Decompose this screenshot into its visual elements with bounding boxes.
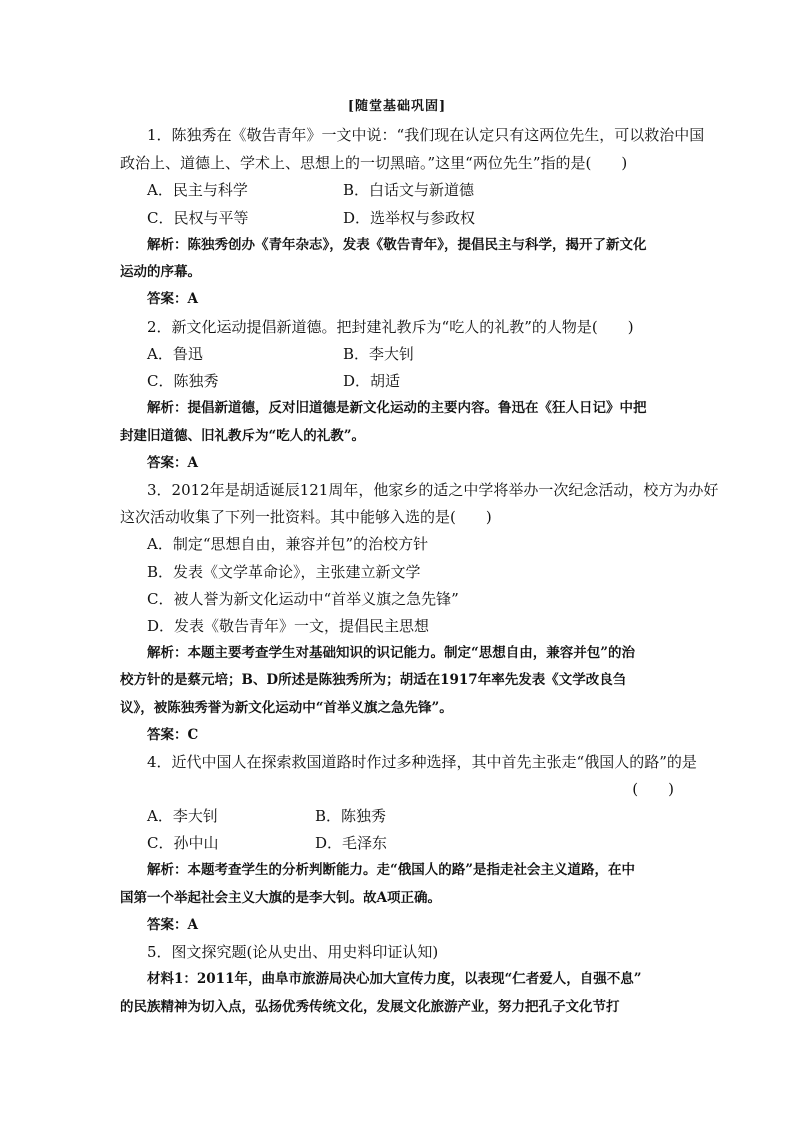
q3-analysis-line2: 校方针的是蔡元培；B、D所述是陈独秀所为；胡适在1917年率先发表《文学改良刍 — [120, 672, 627, 688]
q4-option-c: C．孙中山 — [147, 834, 219, 852]
q3-analysis-line1: 解析：本题主要考查学生对基础知识的识记能力。制定“思想自由，兼容并包”的治 — [147, 645, 636, 661]
q2-stem-line1: 2．新文化运动提倡新道德。把封建礼教斥为“吃人的礼教”的人物是( ) — [147, 318, 634, 336]
q3-option-a: A．制定“思想自由，兼容并包”的治校方针 — [147, 535, 429, 553]
q2-option-c: C．陈独秀 — [147, 372, 219, 390]
q5-stem-line1: 5．图文探究题(论从史出、用史料印证认知) — [147, 943, 439, 961]
q4-answer: 答案：A — [147, 917, 198, 933]
q4-answer-blank: ( ) — [632, 780, 674, 798]
q1-analysis-line2: 运动的序幕。 — [120, 264, 201, 280]
q2-option-d: D．胡适 — [343, 372, 401, 390]
q1-option-d: D．选举权与参政权 — [343, 209, 476, 227]
q3-option-d: D．发表《敬告青年》一文，提倡民主思想 — [147, 617, 430, 635]
q2-answer: 答案：A — [147, 455, 198, 471]
q4-analysis-line2: 国第一个举起社会主义大旗的是李大钊。故A项正确。 — [120, 890, 441, 906]
q1-analysis-line1: 解析：陈独秀创办《青年杂志》，发表《敬告青年》，提倡民主与科学，揭开了新文化 — [147, 237, 647, 253]
q3-analysis-line3: 议》，被陈独秀誉为新文化运动中“首举义旗之急先锋”。 — [120, 700, 453, 716]
q5-material1-line1: 材料1：2011年，曲阜市旅游局决心加大宣传力度，以表现“仁者爱人，自强不息” — [147, 971, 642, 987]
q3-stem-line1: 3．2012年是胡适诞辰121周年，他家乡的适之中学将举办一次纪念活动，校方为办好 — [147, 481, 719, 499]
q4-stem-line1: 4．近代中国人在探索救国道路时作过多种选择，其中首先主张走“俄国人的路”的是 — [147, 753, 697, 771]
q4-option-d: D．毛泽东 — [315, 834, 388, 852]
q1-option-b: B．白话文与新道德 — [343, 181, 475, 199]
q5-material1-line2: 的民族精神为切入点，弘扬优秀传统文化，发展文化旅游产业，努力把孔子文化节打 — [120, 999, 620, 1015]
q1-option-c: C．民权与平等 — [147, 209, 249, 227]
q2-option-a: A．鲁迅 — [147, 345, 203, 363]
q1-answer: 答案：A — [147, 291, 198, 307]
q2-option-b: B．李大钊 — [343, 345, 415, 363]
q3-answer: 答案：C — [147, 727, 199, 743]
q1-stem-line2: 政治上、道德上、学术上、思想上的一切黑暗。”这里“两位先生”指的是( ) — [120, 154, 628, 172]
q1-option-a: A．民主与科学 — [147, 181, 248, 199]
q4-analysis-line1: 解析：本题考查学生的分析判断能力。走“俄国人的路”是指走社会主义道路，在中 — [147, 862, 636, 878]
q3-stem-line2: 这次活动收集了下列一批资料。其中能够入选的是( ) — [120, 508, 492, 526]
section-heading: [随堂基础巩固] — [347, 99, 447, 114]
q4-option-a: A．李大钊 — [147, 807, 218, 825]
q1-stem-line1: 1．陈独秀在《敬告青年》一文中说：“我们现在认定只有这两位先生，可以救治中国 — [147, 126, 705, 144]
q3-option-b: B．发表《文学革命论》，主张建立新文学 — [147, 563, 421, 581]
q2-analysis-line2: 封建旧道德、旧礼教斥为“吃人的礼教”。 — [120, 428, 366, 444]
q2-analysis-line1: 解析：提倡新道德，反对旧道德是新文化运动的主要内容。鲁迅在《狂人日记》中把 — [147, 400, 647, 416]
q3-option-c: C．被人誉为新文化运动中“首举义旗之急先锋” — [147, 590, 459, 608]
q4-option-b: B．陈独秀 — [315, 807, 387, 825]
